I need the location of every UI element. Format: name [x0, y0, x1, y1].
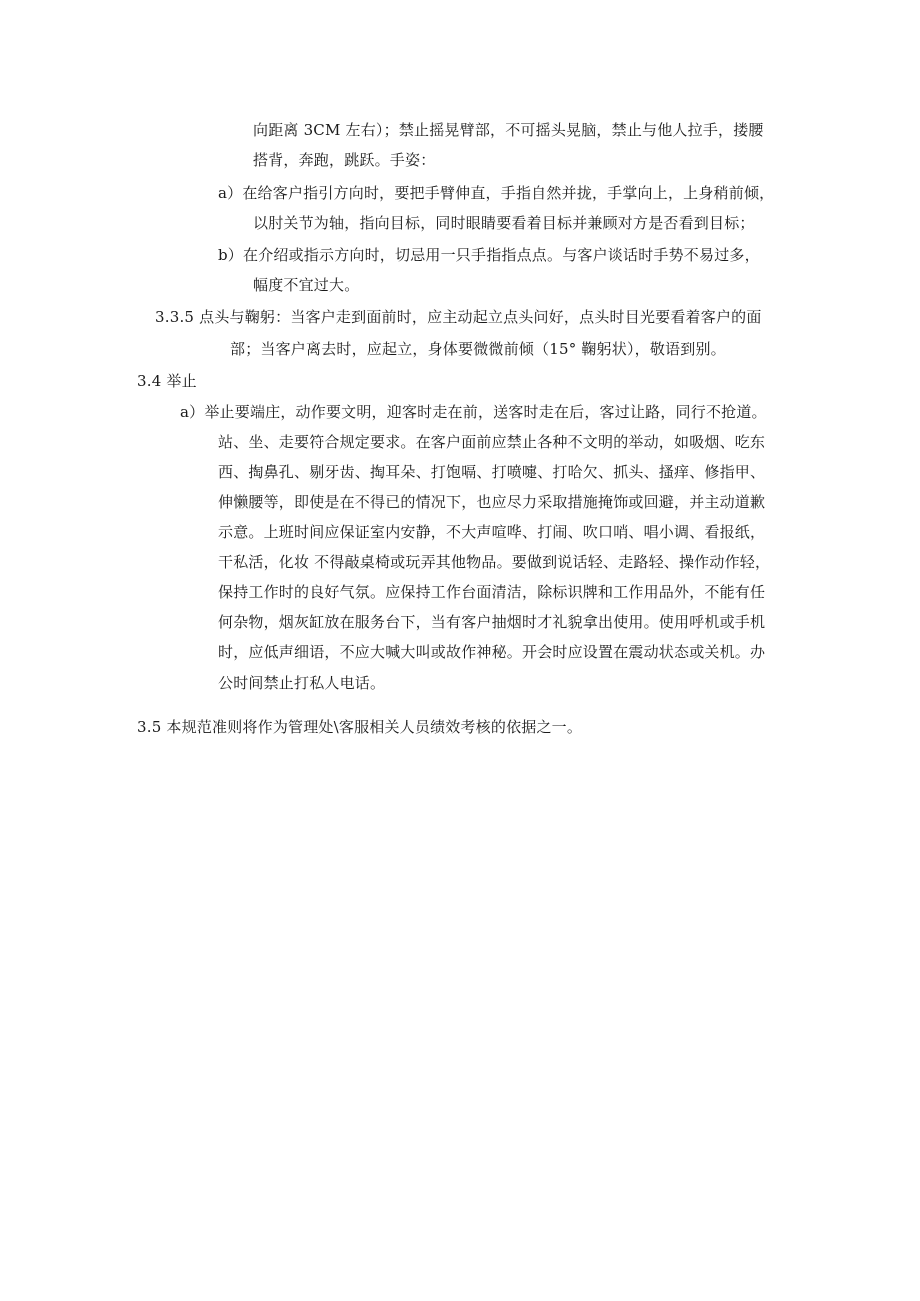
section-3-4-a-line: a）举止要端庄，动作要文明，迎客时走在前，送客时走在后，客过让路，同行不抢道。: [180, 403, 767, 421]
section-3-4-a-line: 示意。上班时间应保证室内安静，不大声喧哗、打闹、吹口哨、唱小调、看报纸，: [218, 523, 766, 541]
section-3-5: 3.5 本规范准则将作为管理处\客服相关人员绩效考核的依据之一。: [137, 718, 583, 736]
section-3-4-heading: 3.4 举止: [137, 372, 197, 390]
item-a-line-1: a）在给客户指引方向时，要把手臂伸直，手指自然并拢，手掌向上，上身稍前倾，: [218, 184, 775, 202]
section-3-4-a-line: 干私活，化妆 不得敲桌椅或玩弄其他物品。要做到说话轻、走路轻、操作动作轻，: [218, 553, 771, 571]
section-3-4-a-line: 站、坐、走要符合规定要求。在客户面前应禁止各种不文明的举动，如吸烟、吃东: [218, 433, 766, 451]
section-3-4-a-line: 公时间禁止打私人电话。: [218, 674, 386, 692]
item-b-line-1: b）在介绍或指示方向时，切忌用一只手指指点点。与客户谈话时手势不易过多，: [218, 246, 760, 264]
section-3-3-5-line-1: 3.3.5 点头与鞠躬：当客户走到面前时，应主动起立点头问好，点头时目光要看着客户的面: [155, 308, 762, 326]
section-3-4-a-line: 何杂物，烟灰缸放在服务台下，当有客户抽烟时才礼貌拿出使用。使用呼机或手机: [218, 613, 766, 631]
section-3-4-a-line: 伸懒腰等，即使是在不得已的情况下，也应尽力采取措施掩饰或回避，并主动道歉: [218, 493, 766, 511]
item-b-line-2: 幅度不宜过大。: [253, 276, 360, 294]
continuation-line-2: 搭背，奔跑，跳跃。手姿：: [253, 151, 436, 169]
section-3-4-a-line: 时，应低声细语，不应大喊大叫或故作神秘。开会时应设置在震动状态或关机。办: [218, 643, 766, 661]
section-3-4-a-line: 保持工作时的良好气氛。应保持工作台面清洁，除标识牌和工作用品外，不能有任: [218, 583, 766, 601]
item-a-line-2: 以肘关节为轴，指向目标，同时眼睛要看着目标并兼顾对方是否看到目标；: [253, 214, 755, 232]
section-3-3-5-line-2: 部；当客户离去时，应起立，身体要微微前倾（15° 鞠躬状），敬语到别。: [230, 340, 726, 358]
section-3-4-a-line: 西、掏鼻孔、剔牙齿、掏耳朵、打饱嗝、打喷嚏、打哈欠、抓头、搔痒、修指甲、: [218, 463, 766, 481]
continuation-line-1: 向距离 3CM 左右）；禁止摇晃臂部，不可摇头晃脑，禁止与他人拉手，搂腰: [253, 121, 764, 139]
